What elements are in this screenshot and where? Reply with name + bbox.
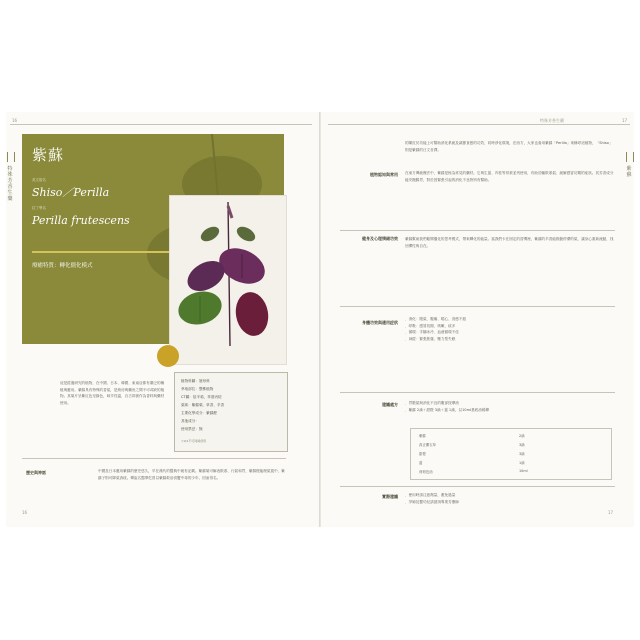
plant-title: 紫蘇 xyxy=(32,146,65,164)
left-section-rule xyxy=(22,458,286,459)
info-footnote: ＊Q1不可同時使用 xyxy=(181,439,207,443)
right-rule-1 xyxy=(340,230,615,231)
recipe-left-2: 甜橙 xyxy=(419,452,426,456)
right-side-tab[interactable]: 紫蘇 xyxy=(626,166,632,178)
section-text-usage: 在東方傳統療法中，紫蘇是極為常見的藥材。它與生薑、肉桂等常被並列使用，有助於驅散寒氣、緩解感冒初期的症狀。其芳香成分能安撫腸胃，對於因緊張引起的消化不良特別有幫助。 xyxy=(405,171,614,182)
healing-trait: 療癒特質：轉化僵化模式 xyxy=(32,263,93,269)
right-rule-2 xyxy=(340,306,615,307)
book-spine xyxy=(319,112,321,527)
section-heading-physical: 身體功效與適用症狀 xyxy=(362,320,398,325)
info-family: 植物科屬：唇形科 xyxy=(181,379,210,383)
left-top-rule xyxy=(10,124,312,125)
right-page-number: 17 xyxy=(608,510,614,515)
section-text-notes: ．使用時請注意劑量，避免過量 ．孕婦及嬰幼兒請諮詢專業芳療師 xyxy=(405,493,459,504)
info-chemotype: CT屬：倍半萜、苯基丙烷 xyxy=(181,395,222,399)
section-heading-notes: 實際建議 xyxy=(382,494,398,499)
info-contraindication: 使用禁忌：無 xyxy=(181,427,203,431)
left-page-number: 16 xyxy=(22,510,28,515)
latin-name-label: 拉丁學名 xyxy=(32,206,46,210)
section-text-emotional: 紫蘇幫助我們鬆開僵化的思考模式，帶來轉化的能量。當我們卡在固定的習慣裡，紫蘇的辛香能推動停滯的氣，讓身心重新流動，找回彈性與自在。 xyxy=(405,237,614,248)
section-heading-usage: 植物認知與常用 xyxy=(370,172,398,177)
left-page-number-top: 16 xyxy=(12,118,18,123)
section-heading-emotional: 健身及心理情緒功效 xyxy=(362,236,398,241)
gold-circle-badge xyxy=(157,345,179,367)
recipe-right-1: 3滴 xyxy=(519,443,525,447)
right-tab-marker xyxy=(626,152,634,162)
info-other-component: 其他成分： xyxy=(181,419,199,423)
history-paragraph: 中國及日本應用紫蘇的歷史悠久，早在漢代的醫典中就有記載。紫蘇葉可解表散寒、行氣和胃，紫蘇梗能理氣寬中，紫蘇子則可降氣消痰。傳說名醫華佗曾以紫蘇救治食蟹中毒的少年，因而得名。 xyxy=(98,469,285,480)
right-rule-4 xyxy=(340,486,615,487)
recipe-left-3: 薑 xyxy=(419,461,423,465)
right-intro-paragraph: 的陳皮於功能上可幫助消化系統及調節食慾的功效，同時淨化環境，在西方，大家也會用紫蘇「Perilla」來稱呼這植物，「Shiso」則是紫蘇的日文音譯。 xyxy=(405,141,613,152)
recipe-right-0: 2滴 xyxy=(519,434,525,438)
right-rule-3 xyxy=(340,392,615,393)
left-tab-marker xyxy=(7,152,15,162)
latin-name: Perilla frutescens xyxy=(32,214,130,227)
info-main-component: 主要化學成分：紫蘇醛 xyxy=(181,411,217,415)
right-top-rule xyxy=(328,124,630,125)
info-part: 萃取部位：整株植物 xyxy=(181,387,214,391)
right-running-title: 特殊芳香生藥 xyxy=(540,118,564,123)
recipe-table xyxy=(410,428,612,480)
info-scent: 氣味：紫蘇葉、草香、辛香 xyxy=(181,403,225,407)
recipe-left-4: 荷荷芭油 xyxy=(419,470,433,474)
right-page-number-top: 17 xyxy=(622,118,628,123)
english-name: Shiso／Perilla xyxy=(32,186,110,199)
recipe-right-2: 3滴 xyxy=(519,452,525,456)
section-text-recipe: ．胃脹氣與消化不良的腹部按摩油 ．紫蘇 2滴＋甜橙 3滴＋薑 1滴，以10ml基底油稀釋 xyxy=(405,401,490,412)
plant-info-box xyxy=(174,372,288,452)
recipe-right-3: 1滴 xyxy=(519,461,525,465)
left-side-tab[interactable]: 特殊芳香生藥 xyxy=(7,166,13,202)
intro-paragraph: 這是經過研究的植物，在中國、日本、韓國、東南亞都有廣泛的種植與應用。紫蘇具有特殊的香氣，是廚房與藥房之間不可或缺的植物。其葉片呈紫紅色至綠色，味辛性溫，自古即被作為香料與藥材使用。 xyxy=(60,381,165,405)
recipe-left-0: 紫蘇 xyxy=(419,434,426,438)
recipe-left-1: 真正薰衣草 xyxy=(419,443,436,447)
perilla-plant-icon xyxy=(170,196,286,364)
hero-divider xyxy=(32,251,177,253)
history-heading: 歷史與神話 xyxy=(26,470,46,475)
section-heading-recipe: 建議處方 xyxy=(382,402,398,407)
section-text-physical: ．消化：脹氣、腹痛、噁心、食慾不振 ．呼吸：感冒初期、咳嗽、痰多 ．循環：手腳冰冷、血液循環不佳 ．神經：緊張焦慮、壓力型失眠 xyxy=(405,317,467,341)
recipe-right-4: 10ml xyxy=(519,469,528,473)
english-name-label: 英文俗名 xyxy=(32,178,46,182)
perilla-illustration-card xyxy=(170,196,286,364)
